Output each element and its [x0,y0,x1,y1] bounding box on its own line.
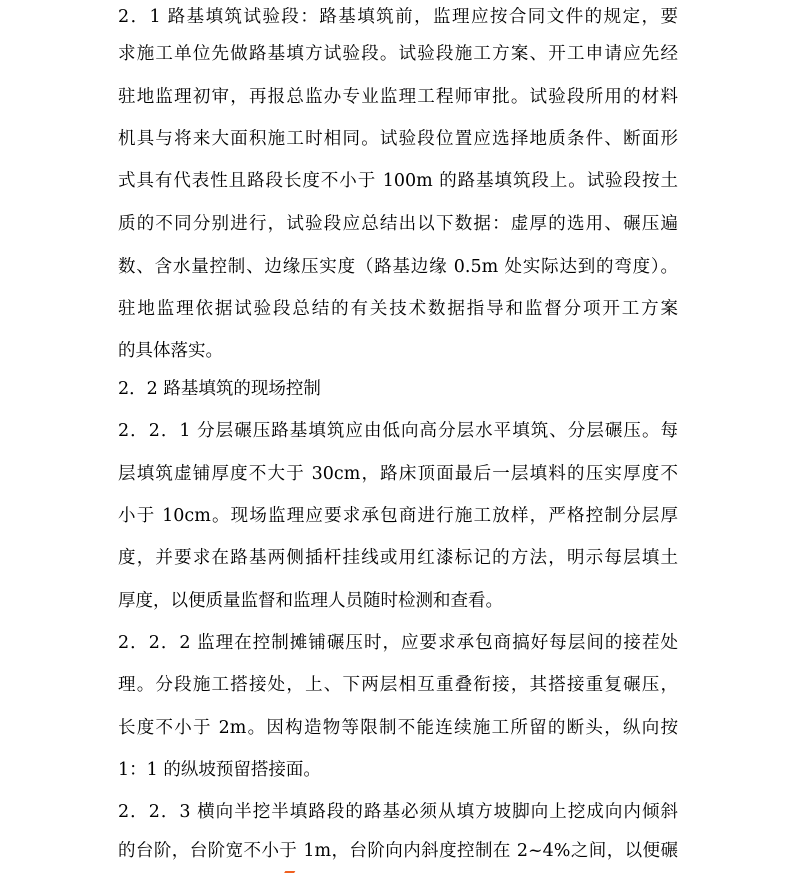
orange-mark [281,871,296,879]
paragraph-line: 层填筑虚铺厚度不大于 30cm，路床顶面最后一层填料的压实厚度不 [118,464,678,484]
paragraph-line: 小于 10cm。现场监理应要求承包商进行施工放样，严格控制分层厚 [118,506,678,526]
paragraph-line: 2．2．2 监理在控制摊铺碾压时，应要求承包商搞好每层间的接茬处 [118,633,678,653]
paragraph-line: 驻地监理依据试验段总结的有关技术数据指导和监督分项开工方案 [118,299,678,319]
paragraph-line: 长度不小于 2m。因构造物等限制不能连续施工所留的断头，纵向按 [118,718,678,738]
paragraph-line: 2．1 路基填筑试验段：路基填筑前，监理应按合同文件的规定，要 [118,7,678,27]
paragraph-line: 1：1 的纵坡预留搭接面。 [118,760,321,780]
paragraph-line: 度，并要求在路基两侧插杆挂线或用红漆标记的方法，明示每层填土 [118,548,678,568]
paragraph-line: 的台阶，台阶宽不小于 1m，台阶向内斜度控制在 2~4%之间，以便碾 [118,841,678,861]
paragraph-line: 2．2．3 横向半挖半填路段的路基必须从填方坡脚向上挖成向内倾斜 [118,802,678,822]
paragraph-line: 驻地监理初审，再报总监办专业监理工程师审批。试验段所用的材料 [118,87,678,107]
paragraph-line: 式具有代表性且路段长度不小于 100m 的路基填筑段上。试验段按土 [118,171,678,191]
section-heading: 2．2 路基填筑的现场控制 [118,379,321,399]
paragraph-line: 机具与将来大面积施工时相同。试验段位置应选择地质条件、断面形 [118,129,678,149]
paragraph-line: 质的不同分别进行，试验段应总结出以下数据：虚厚的选用、碾压遍 [118,214,678,234]
paragraph-line: 2．2．1 分层碾压路基填筑应由低向高分层水平填筑、分层碾压。每 [118,421,678,441]
paragraph-line: 厚度，以便质量监督和监理人员随时检测和查看。 [118,591,503,611]
paragraph-line: 数、含水量控制、边缘压实度（路基边缘 0.5m 处实际达到的弯度）。 [118,257,678,277]
paragraph-line: 理。分段施工搭接处，上、下两层相互重叠衔接，其搭接重复碾压， [118,675,678,695]
paragraph-line: 的具体落实。 [118,341,223,361]
paragraph-line: 求施工单位先做路基填方试验段。试验段施工方案、开工申请应先经 [118,44,678,64]
